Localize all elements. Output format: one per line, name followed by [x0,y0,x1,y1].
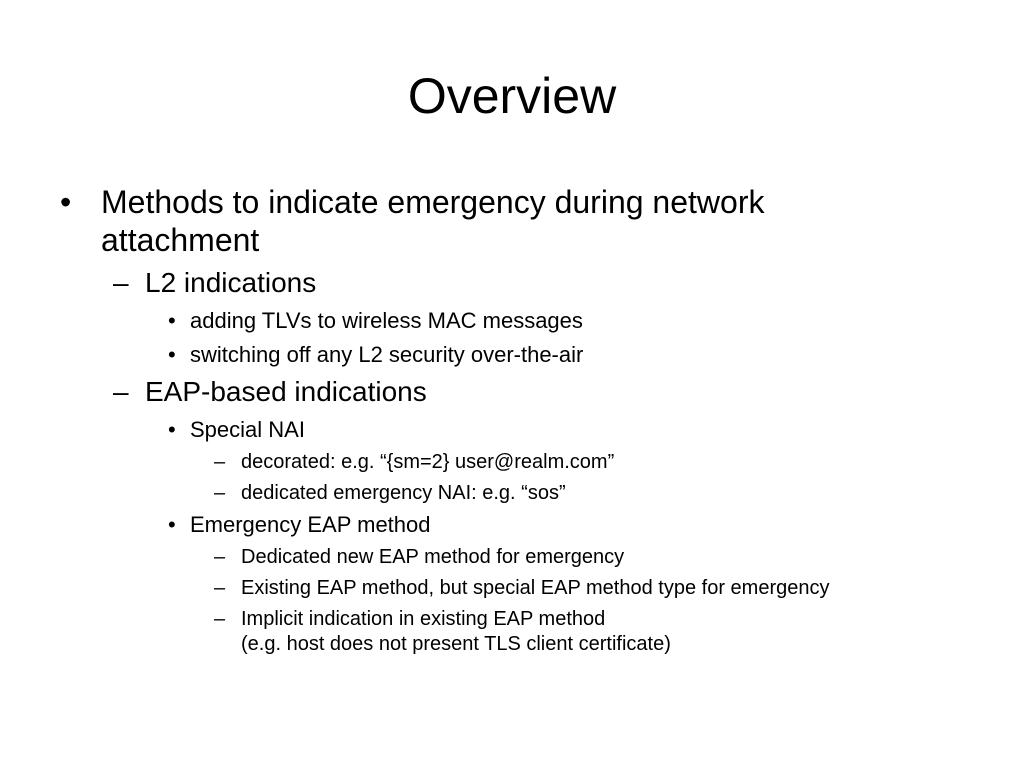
slide-title: Overview [407,68,617,124]
bullet-marker: • [168,417,176,442]
list-item: Implicit indication in existing EAP method [241,608,606,630]
list-item: decorated: e.g. “{sm=2} user@realm.com” [241,451,615,473]
dash-marker: – [214,608,226,630]
bullet-marker: • [60,184,72,220]
bullet-text: Methods to indicate emergency during network [101,184,765,220]
list-item: Existing EAP method, but special EAP method type for emergency [241,577,830,599]
dash-marker: – [214,577,226,599]
dash-marker: – [214,482,226,504]
bullet-text-continuation: attachment [101,222,260,258]
dash-marker: – [214,546,226,568]
list-item: Dedicated new EAP method for emergency [241,546,625,568]
dash-marker: – [214,451,226,473]
dash-marker: – [113,267,129,298]
dash-marker: – [113,376,129,407]
list-item-emergency-eap: Emergency EAP method [190,512,431,537]
subheading-l2-indications: L2 indications [145,267,317,298]
bullet-marker: • [168,512,176,537]
list-item-continuation: (e.g. host does not present TLS client certificate) [241,633,671,655]
list-item: switching off any L2 security over-the-air [190,342,584,367]
bullet-marker: • [168,308,176,333]
list-item: adding TLVs to wireless MAC messages [190,308,583,333]
list-item: dedicated emergency NAI: e.g. “sos” [241,482,566,504]
bullet-marker: • [168,342,176,367]
subheading-eap-indications: EAP-based indications [145,376,427,407]
list-item-special-nai: Special NAI [190,417,305,442]
